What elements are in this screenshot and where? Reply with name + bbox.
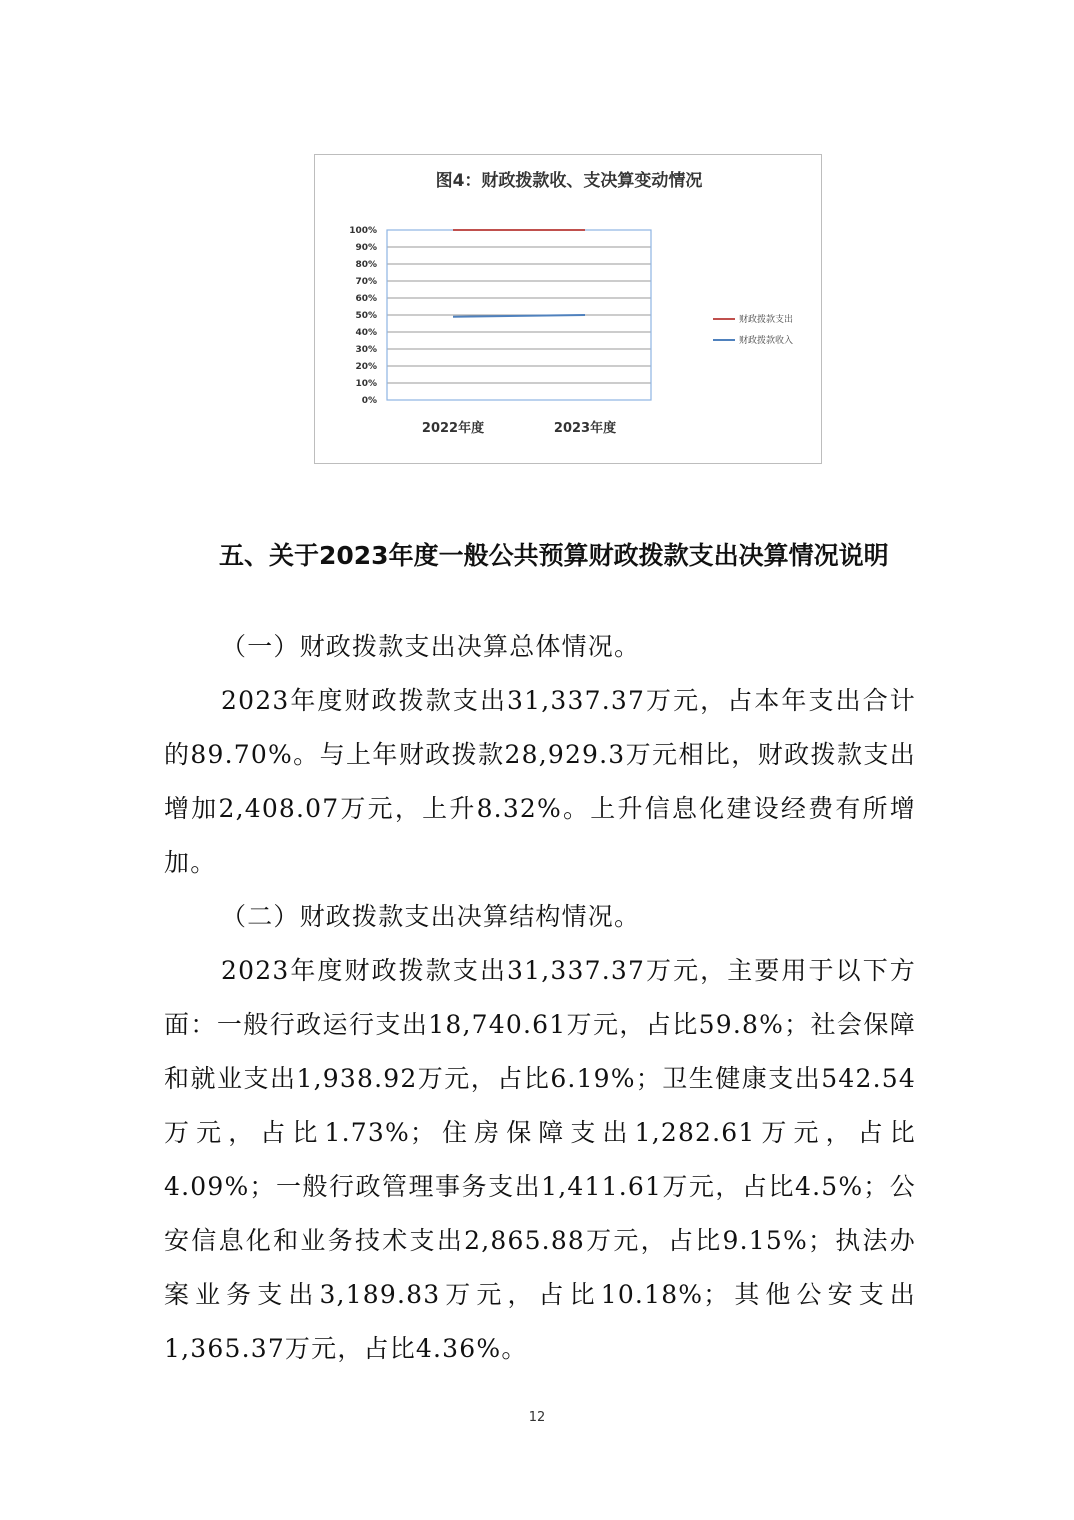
chart-title: 图4：财政拨款收、支决算变动情况 [435,171,703,191]
y-tick-label: 40% [355,328,377,338]
y-tick-label: 100% [349,226,377,236]
section-heading: 五、关于2023年度一般公共预算财政拨款支出决算情况说明 [219,541,889,570]
y-tick-label: 30% [355,345,377,355]
subheading-overall: （一）财政拨款支出决算总体情况。 [221,632,641,661]
paragraph-overall: 2023年度财政拨款支出31,337.37万元，占本年支出合计的89.70%。与上年财政拨款28,929.3万元相比，财政拨款支出增加2,408.07万元，上升8.32%。上升信息化建设经费有所增加。 [164,686,916,877]
x-tick-label: 2022年度 [421,421,485,436]
y-tick-label: 20% [355,362,377,372]
subheading-structure: （二）财政拨款支出决算结构情况。 [221,902,641,931]
y-tick-label: 10% [355,379,377,389]
legend-label: 财政拨款收入 [739,336,794,346]
page-number: 12 [528,1410,546,1425]
y-tick-label: 90% [355,243,377,253]
y-tick-label: 50% [355,311,377,321]
y-tick-label: 70% [355,277,377,287]
chart-figure [314,154,822,464]
legend-label: 财政拨款支出 [739,315,794,325]
y-tick-label: 60% [355,294,377,304]
y-tick-label: 0% [361,396,377,406]
x-tick-label: 2023年度 [553,421,617,436]
y-tick-label: 80% [355,260,377,270]
line-chart [315,155,823,465]
paragraph-structure: 2023年度财政拨款支出31,337.37万元，主要用于以下方面：一般行政运行支出18,740.61万元，占比59.8%；社会保障和就业支出1,938.92万元，占比6.19%；卫生健康支出542.54万元，占比1.73%；住房保障支出1,282.61万元，占比4.09%；一般行政管理事务支出1,411.61万元，占比4.5%；公安信息化和业务技术支出2,865.88万元，占比9.15%；执法办案业务支出3,189.83万元，占比10.18%；其他公安支出1,365.37万元，占比4.36%。 [164,956,916,1363]
